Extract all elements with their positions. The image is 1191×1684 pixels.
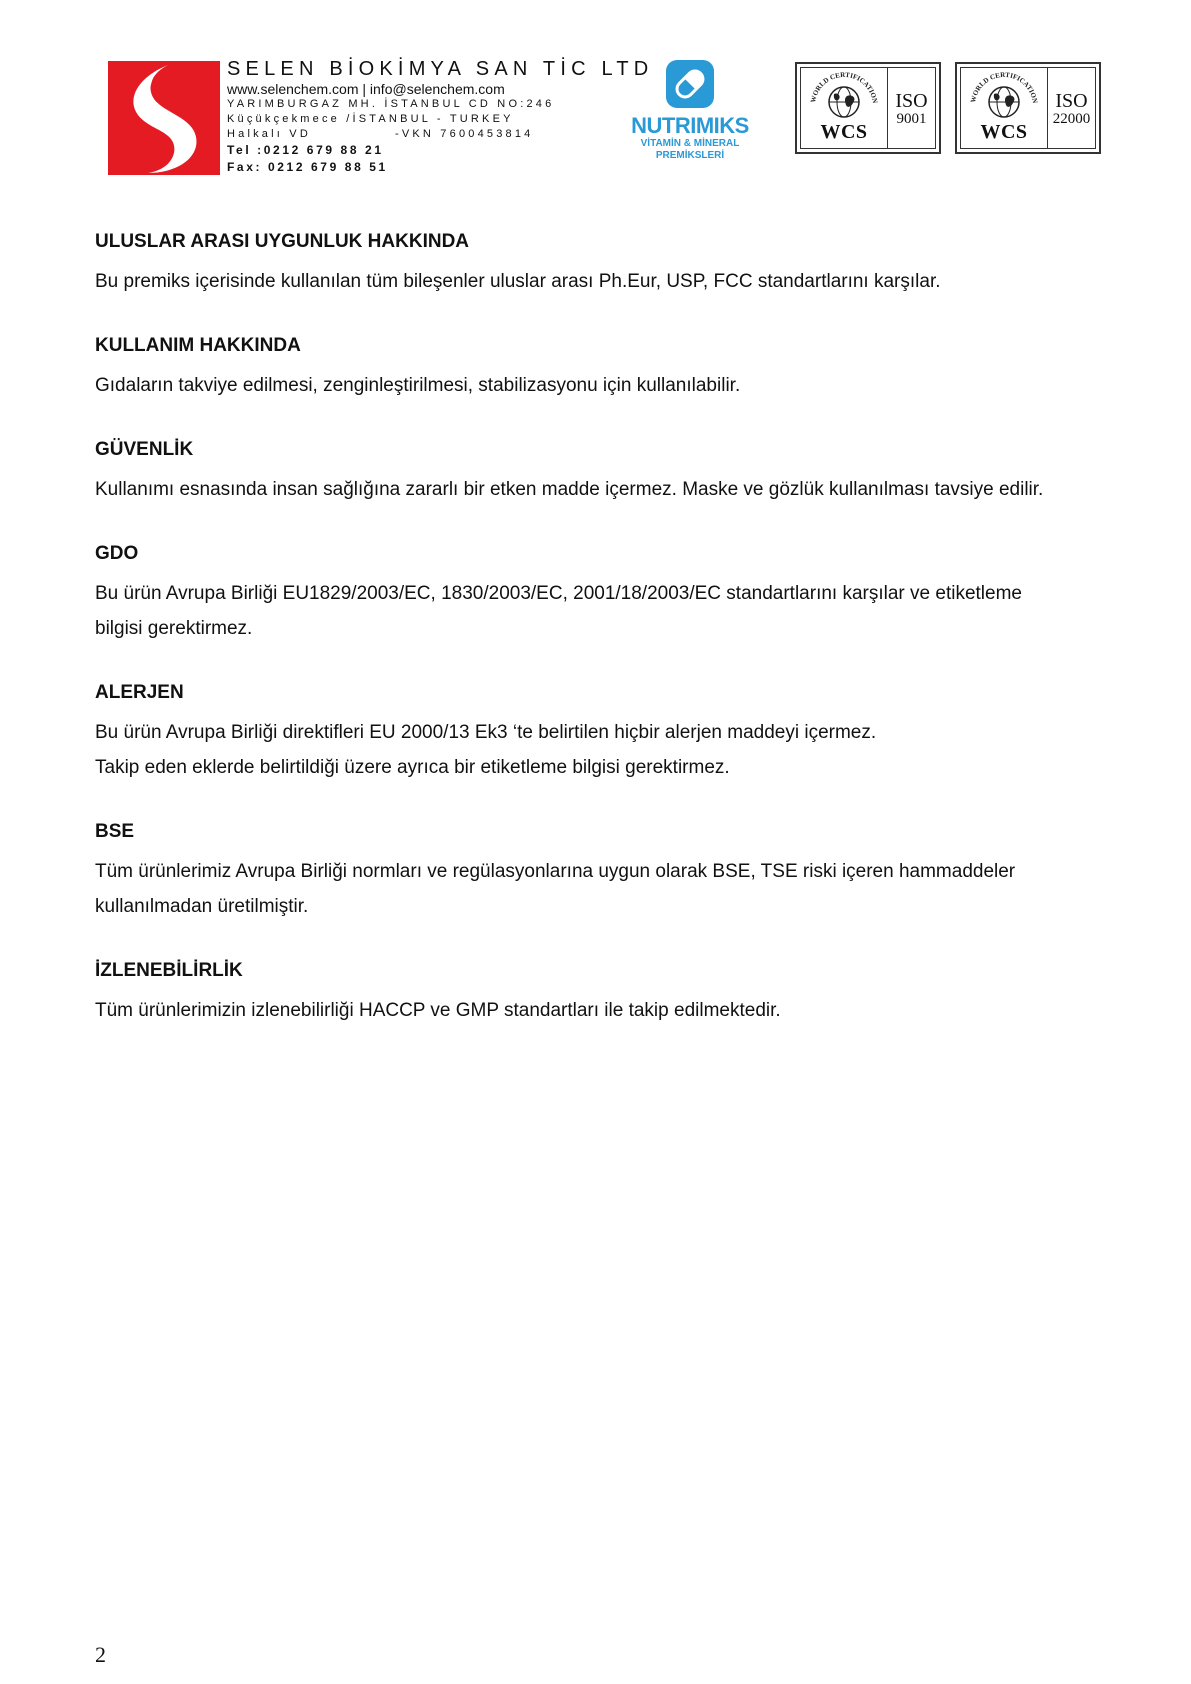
- nutrimiks-sub-2: PREMİKSLERİ: [655, 150, 725, 161]
- section-text: Bu ürün Avrupa Birliği EU1829/2003/EC, 1830/2003/EC, 2001/18/2003/EC standartlarını karşılar ve etiketleme: [95, 583, 1022, 604]
- section-bse: [95, 819, 1105, 924]
- iso-number: 22000: [1052, 111, 1091, 127]
- company-tax-number: -VKN 7600453814: [394, 128, 534, 140]
- section-text: Bu ürün Avrupa Birliği direktifleri EU 2000/13 Ek3 ‘te belirtilen hiçbir alerjen maddeyi içermez.: [95, 722, 877, 743]
- nutrimiks-sub-1: VİTAMİN & MİNERAL: [640, 138, 740, 149]
- company-name: SELEN BİOKİMYA SAN TİC LTD: [227, 58, 654, 80]
- nutrimiks-brand: NUTRIMIKS: [631, 113, 749, 138]
- section-text: bilgisi gerektirmez.: [95, 618, 253, 639]
- section-title: GDO: [95, 543, 139, 564]
- section-allergen: [95, 680, 1105, 785]
- iso-9001-certificate: [795, 62, 941, 154]
- section-title: ULUSLAR ARASI UYGUNLUK HAKKINDA: [95, 231, 470, 252]
- page-number: 2: [95, 1642, 106, 1667]
- section-usage: [95, 333, 1105, 403]
- nutrimiks-logo: [624, 58, 756, 170]
- svg-text:WORLD CERTIFICATION: WORLD CERTIFICATION: [969, 70, 1039, 104]
- world-globe-icon: [801, 68, 887, 122]
- section-text: Kullanımı esnasında insan sağlığına zararlı bir etken madde içermez. Maske ve gözlük kullanılması tavsiye edilir.: [95, 479, 1044, 500]
- company-info: [227, 57, 654, 176]
- iso-22000-certificate: [955, 62, 1101, 154]
- letterhead: [0, 0, 1191, 190]
- section-text: Tüm ürünlerimiz Avrupa Birliği normları ve regülasyonlarına uygun olarak BSE, TSE riski içeren hammaddeler: [95, 861, 1016, 882]
- section-title: KULLANIM HAKKINDA: [95, 335, 301, 356]
- section-title: İZLENEBİLİRLİK: [95, 960, 243, 981]
- section-title: GÜVENLİK: [95, 439, 194, 460]
- section-text: Tüm ürünlerimizin izlenebilirliği HACCP ve GMP standartları ile takip edilmektedir.: [95, 1000, 781, 1021]
- section-text: Bu premiks içerisinde kullanılan tüm bileşenler uluslar arası Ph.Eur, USP, FCC standartlarını karşılar.: [95, 271, 941, 292]
- company-web-email: www.selenchem.com | info@selenchem.com: [227, 81, 505, 97]
- section-text: kullanılmadan üretilmiştir.: [95, 896, 309, 917]
- section-traceability: [95, 958, 1105, 1028]
- section-title: BSE: [95, 821, 135, 842]
- iso-number: 9001: [896, 111, 927, 127]
- selen-logo-icon: [108, 61, 220, 175]
- company-tax-line: [227, 127, 607, 142]
- section-title: ALERJEN: [95, 682, 184, 703]
- iso-label: ISO: [1055, 90, 1088, 112]
- svg-text:WORLD CERTIFICATION: WORLD CERTIFICATION: [809, 70, 879, 104]
- section-safety: [95, 437, 1105, 507]
- wcs-mark: WCS: [980, 121, 1028, 143]
- wcs-mark: WCS: [820, 121, 868, 143]
- section-text: Gıdaların takviye edilmesi, zenginleştirilmesi, stabilizasyonu için kullanılabilir.: [95, 375, 741, 396]
- section-gmo: [95, 541, 1105, 646]
- company-tax-office: Halkalı VD: [227, 128, 311, 140]
- document-body: [95, 229, 1105, 1062]
- section-text: Takip eden eklerde belirtildiği üzere ayrıca bir etiketleme bilgisi gerektirmez.: [95, 757, 730, 778]
- company-tel: Tel :0212 679 88 21: [227, 143, 384, 157]
- company-fax: Fax: 0212 679 88 51: [227, 160, 388, 174]
- iso-label: ISO: [895, 90, 928, 112]
- world-globe-icon: [961, 68, 1047, 122]
- capsule-icon: [664, 58, 716, 110]
- company-address-1: YARIMBURGAZ MH. İSTANBUL CD NO:246: [227, 98, 555, 110]
- company-address-2: Küçükçekmece /İSTANBUL - TURKEY: [227, 113, 514, 125]
- section-international-compliance: [95, 229, 1105, 299]
